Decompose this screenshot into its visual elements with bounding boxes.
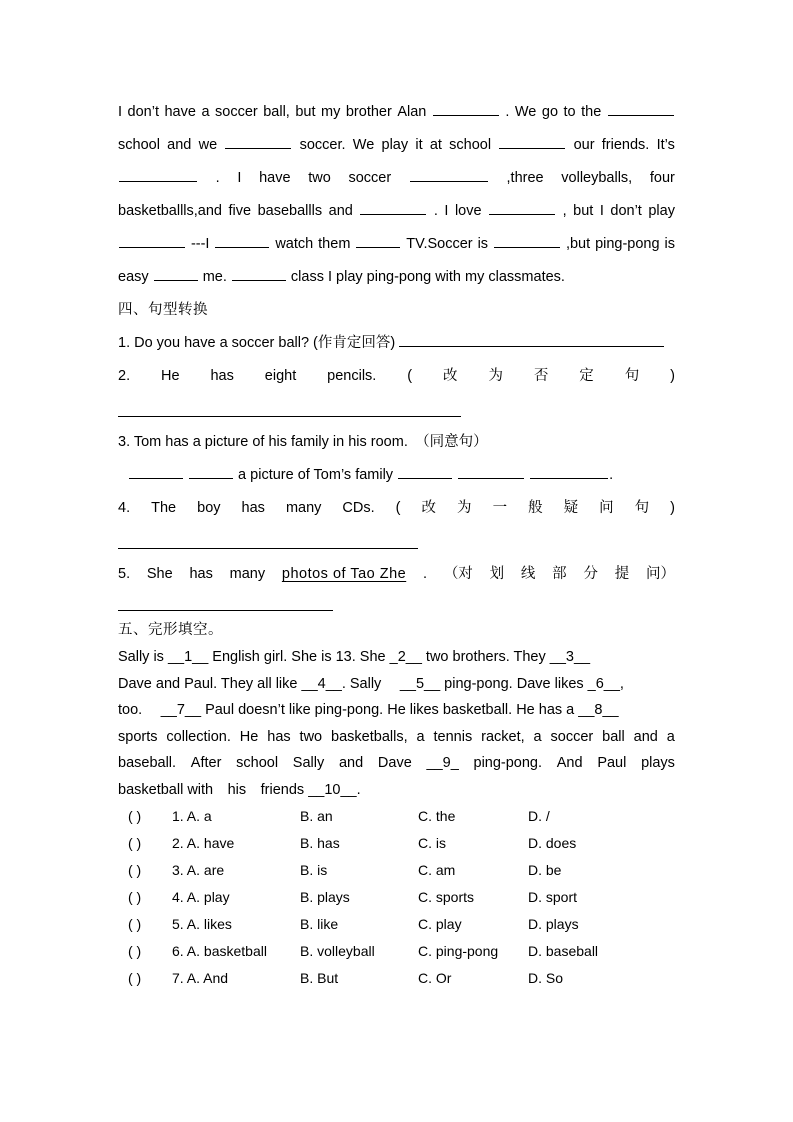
passage-word: love: [454, 203, 482, 219]
cloze-passage-line: [118, 724, 675, 751]
cloze-line: [118, 261, 675, 294]
q2-answer-rule-row: [118, 393, 675, 426]
section-four-q5: [118, 558, 675, 591]
q2-token: (: [407, 368, 413, 384]
fill-in-blank[interactable]: [489, 200, 555, 215]
passage-word: We: [514, 104, 537, 120]
choice-option-c[interactable]: C. play: [418, 916, 462, 932]
passage-word: It’s: [656, 137, 675, 153]
passage-text: [525, 467, 529, 483]
passage-word: I: [237, 170, 242, 186]
fill-in-blank[interactable]: [129, 464, 183, 479]
answer-bracket[interactable]: ( ): [128, 835, 142, 851]
passage-word: brother: [345, 104, 392, 120]
passage-word: don’t: [610, 203, 642, 219]
q2-token: 2.: [118, 368, 131, 384]
passage-word: Alan: [397, 104, 427, 120]
q4-token: 句: [634, 500, 650, 516]
q5-underlined-phrase: photos of Tao Zhe: [281, 566, 407, 582]
answer-bracket[interactable]: ( ): [128, 889, 142, 905]
passage-word: .: [505, 104, 510, 120]
fill-in-blank[interactable]: [154, 266, 198, 281]
passage-word: baseball.: [118, 755, 177, 771]
choice-option-d[interactable]: D. be: [528, 862, 562, 878]
choice-option-b[interactable]: B. plays: [300, 889, 350, 905]
passage-word: school: [236, 755, 279, 771]
answer-bracket[interactable]: ( ): [128, 943, 142, 959]
choice-option-a[interactable]: 2. A. have: [172, 835, 235, 851]
passage-word: ping-pong: [595, 236, 660, 252]
passage-word: play: [381, 137, 409, 153]
choice-option-b[interactable]: B. volleyball: [300, 943, 375, 959]
q2-token: eight: [264, 368, 297, 384]
q5-token: 线: [520, 566, 536, 582]
fill-in-blank[interactable]: [410, 167, 488, 182]
q2-token: ): [670, 368, 675, 384]
choice-option-a[interactable]: 5. A. likes: [172, 916, 232, 932]
choice-option-c[interactable]: C. am: [418, 862, 456, 878]
section-four-q1: [118, 327, 675, 360]
passage-word: And: [556, 755, 583, 771]
passage-word: our: [573, 137, 595, 153]
passage-word: ping-pong.: [473, 755, 543, 771]
section-four-q4: [118, 492, 675, 525]
q4-token: ): [670, 500, 675, 516]
choice-option-c[interactable]: C. the: [418, 808, 456, 824]
passage-word: my: [321, 104, 341, 120]
passage-word: the: [581, 104, 602, 120]
passage-word: soccer: [215, 104, 258, 120]
passage-word: friends.: [601, 137, 650, 153]
passage-word: has: [267, 728, 291, 745]
passage-word: two: [299, 728, 323, 745]
passage-word: and: [328, 203, 353, 219]
choice-row: [118, 857, 675, 884]
passage-word: ball: [602, 728, 625, 745]
choice-option-b[interactable]: B. an: [300, 808, 333, 824]
choice-option-a[interactable]: 7. A. And: [172, 970, 229, 986]
cloze-line: [118, 96, 675, 129]
answer-bracket[interactable]: ( ): [128, 808, 142, 824]
passage-word: a: [201, 104, 210, 120]
choice-option-c[interactable]: C. Or: [418, 970, 452, 986]
passage-word: play: [648, 203, 675, 219]
cloze-line: [118, 162, 675, 195]
passage-word: watch: [275, 236, 314, 252]
passage-word: a: [666, 728, 675, 745]
passage-text: [453, 467, 457, 483]
passage-word: five: [228, 203, 252, 219]
answer-bracket[interactable]: ( ): [128, 916, 142, 932]
passage-word: I: [118, 104, 123, 120]
top-cloze-paragraph: [118, 96, 675, 294]
passage-word: and: [338, 755, 364, 771]
passage-word: and: [633, 728, 658, 745]
passage-word: I: [444, 203, 449, 219]
section-five-choices: [118, 803, 675, 992]
fill-in-blank[interactable]: [608, 101, 674, 116]
passage-word: baseballls: [257, 203, 323, 219]
choice-option-d[interactable]: D. /: [528, 808, 550, 824]
fill-in-blank[interactable]: [215, 233, 269, 248]
passage-word: a: [416, 728, 425, 745]
passage-word: don’t: [127, 104, 159, 120]
passage-word: I: [599, 203, 604, 219]
q4-token: 为: [457, 500, 472, 516]
passage-word: ball,: [263, 104, 290, 120]
passage-word: tennis: [433, 728, 473, 745]
fill-in-blank[interactable]: [232, 266, 286, 281]
choice-option-b[interactable]: B. is: [300, 862, 328, 878]
q1-text: 1. Do you have a soccer ball? (作肯定回答): [118, 335, 396, 351]
passage-text: me.: [198, 269, 231, 285]
q2-token: has: [210, 368, 234, 384]
section-four-q3: 3. Tom has a picture of his family in his room. （同意句）: [118, 434, 488, 450]
q5-token: 5.: [118, 566, 131, 582]
q2-token: pencils.: [327, 368, 377, 384]
cloze-passage-line: basketball with his friends __10__.: [118, 781, 361, 798]
choice-option-c[interactable]: C. ping-pong: [418, 943, 499, 959]
q5-token: many: [229, 566, 266, 582]
choice-row: [118, 911, 675, 938]
passage-word: school: [449, 137, 492, 153]
passage-text: a picture of Tom’s family: [234, 467, 398, 483]
q5-token: 分: [583, 566, 598, 582]
q2-token: He: [161, 368, 180, 384]
passage-word: Sally: [292, 755, 325, 771]
passage-text: easy: [118, 269, 153, 285]
fill-in-blank[interactable]: [225, 134, 291, 149]
section-four-q3-answer: [118, 459, 675, 492]
passage-word: He: [239, 728, 259, 745]
fill-in-blank[interactable]: [499, 134, 565, 149]
q4-token: 般: [528, 500, 543, 516]
passage-word: After: [190, 755, 222, 771]
q4-token: 改: [421, 500, 437, 516]
passage-word: is: [664, 236, 675, 252]
choice-option-a[interactable]: 1. A. a: [172, 808, 212, 824]
q4-token: 问: [599, 500, 614, 516]
passage-word: school: [118, 137, 160, 153]
passage-word: ,but: [565, 236, 591, 252]
passage-word: we: [198, 137, 218, 153]
section-five-heading: 五、完形填空。: [118, 622, 223, 638]
passage-text: .: [609, 467, 614, 483]
q4-token: boy: [197, 500, 221, 516]
q5-token: has: [189, 566, 213, 582]
q4-answer-rule-row: [118, 525, 675, 558]
passage-word: ---I: [190, 236, 210, 252]
passage-word: volleyballs,: [561, 170, 633, 186]
passage-word: two: [308, 170, 331, 186]
q4-token: 疑: [563, 500, 579, 516]
passage-word: basketballs,: [331, 728, 408, 745]
passage-word: Dave: [377, 755, 412, 771]
section-four-q2: [118, 360, 675, 393]
q5-answer-rule[interactable]: [118, 610, 333, 611]
choice-option-b[interactable]: B. But: [300, 970, 339, 986]
cloze-line: [118, 228, 675, 261]
passage-word: have: [164, 104, 196, 120]
choice-row: [118, 965, 675, 992]
q5-token: 问）: [646, 566, 675, 582]
cloze-passage-line: too. __7__ Paul doesn’t like ping-pong. He likes basketball. He has a __8__: [118, 702, 619, 718]
section-four-heading: 四、句型转换: [118, 302, 208, 318]
fill-in-blank[interactable]: [360, 200, 426, 215]
section-five-passage: [118, 644, 675, 803]
q4-token: 一: [492, 500, 508, 516]
fill-in-blank[interactable]: [398, 464, 452, 479]
passage-word: .: [215, 170, 220, 186]
choice-option-b[interactable]: B. has: [300, 835, 340, 851]
q4-token: The: [151, 500, 177, 516]
passage-word: four: [649, 170, 675, 186]
q1-answer-rule[interactable]: [399, 332, 664, 347]
choice-row: [118, 830, 675, 857]
fill-in-blank[interactable]: [458, 464, 524, 479]
answer-bracket[interactable]: ( ): [128, 862, 142, 878]
passage-word: have: [259, 170, 291, 186]
q2-answer-rule[interactable]: [118, 416, 461, 417]
passage-word: __9_: [426, 755, 459, 771]
passage-word: a: [533, 728, 542, 745]
passage-word: ,three: [506, 170, 544, 186]
q5-token: .: [423, 566, 428, 582]
passage-text: class I play ping-pong with my classmates.: [286, 269, 565, 285]
q2-token: 句: [624, 368, 640, 384]
passage-word: them: [318, 236, 351, 252]
cloze-line: [118, 195, 675, 228]
q4-token: CDs.: [342, 500, 375, 516]
q2-token: 否: [533, 368, 549, 384]
q4-token: many: [285, 500, 322, 516]
worksheet-content: [118, 96, 675, 992]
passage-word: soccer: [550, 728, 594, 745]
fill-in-blank[interactable]: [530, 464, 608, 479]
q5-token: 部: [552, 566, 567, 582]
choice-option-a[interactable]: 6. A. basketball: [172, 943, 267, 959]
q2-token: 定: [579, 368, 594, 384]
passage-word: and: [167, 137, 192, 153]
passage-word: to: [563, 104, 576, 120]
answer-bracket[interactable]: ( ): [128, 970, 142, 986]
passage-word: ,: [562, 203, 567, 219]
choice-row: [118, 884, 675, 911]
choice-option-a[interactable]: 3. A. are: [172, 862, 225, 878]
passage-word: soccer: [348, 170, 392, 186]
passage-word: go: [541, 104, 559, 120]
choice-option-c[interactable]: C. is: [418, 835, 446, 851]
choice-option-d[interactable]: D. sport: [528, 889, 578, 905]
passage-word: TV.Soccer: [406, 236, 473, 252]
choice-option-d[interactable]: D. plays: [528, 916, 579, 932]
q2-token: 为: [488, 368, 503, 384]
fill-in-blank[interactable]: [119, 233, 185, 248]
q5-token: 提: [614, 566, 630, 582]
passage-word: soccer.: [299, 137, 346, 153]
fill-in-blank[interactable]: [119, 167, 197, 182]
passage-word: racket,: [481, 728, 525, 745]
passage-word: .: [433, 203, 438, 219]
passage-word: plays: [641, 755, 675, 771]
q5-token: She: [146, 566, 173, 582]
cloze-passage-line: Sally is __1__ English girl. She is 13. She _2__ two brothers. They __3__: [118, 649, 591, 665]
choice-option-d[interactable]: D. does: [528, 835, 577, 851]
passage-word: sports: [118, 728, 158, 745]
passage-word: basketballls,and: [118, 203, 222, 219]
passage-word: We: [352, 137, 375, 153]
q4-token: (: [395, 500, 401, 516]
choice-row: [118, 938, 675, 965]
cloze-passage-line: Dave and Paul. They all like __4__. Sally __5__ ping-pong. Dave likes _6__,: [118, 675, 624, 692]
q4-answer-rule[interactable]: [118, 548, 418, 549]
fill-in-blank[interactable]: [494, 233, 560, 248]
q5-token: 划: [489, 566, 505, 582]
choice-option-a[interactable]: 4. A. play: [172, 889, 230, 905]
passage-word: at: [429, 137, 442, 153]
q4-token: 4.: [118, 500, 131, 516]
passage-word: but: [573, 203, 594, 219]
fill-in-blank[interactable]: [356, 233, 400, 248]
passage-word: it: [415, 137, 423, 153]
passage-word: but: [295, 104, 316, 120]
cloze-passage-line: [118, 750, 675, 777]
passage-word: Paul: [597, 755, 627, 771]
q4-token: has: [241, 500, 265, 516]
q5-answer-rule-row: [118, 591, 675, 617]
q2-token: 改: [443, 368, 458, 384]
fill-in-blank[interactable]: [433, 101, 499, 116]
fill-in-blank[interactable]: [189, 464, 233, 479]
choice-row: [118, 803, 675, 830]
choice-option-d[interactable]: D. So: [528, 970, 564, 986]
choice-option-d[interactable]: D. baseball: [528, 943, 599, 959]
choice-option-c[interactable]: C. sports: [418, 889, 475, 905]
cloze-line: [118, 129, 675, 162]
q5-token: （对: [443, 566, 473, 582]
passage-word: collection.: [166, 728, 231, 745]
choice-option-b[interactable]: B. like: [300, 916, 339, 932]
passage-word: is: [477, 236, 489, 252]
